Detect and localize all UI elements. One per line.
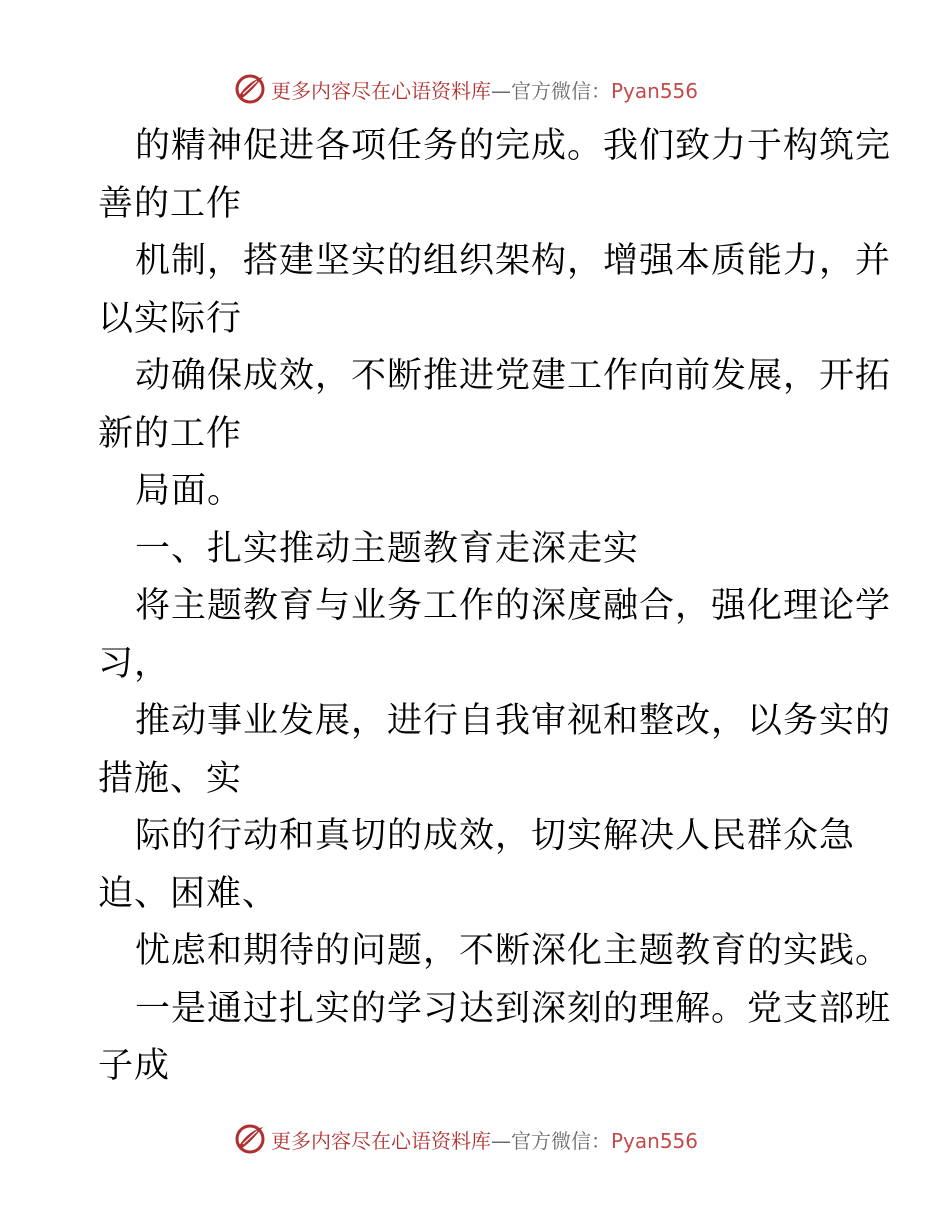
body-line-10: 习，	[98, 643, 171, 684]
body-line-5: 动确保成效，不断推进党建工作向前发展，开拓	[135, 356, 892, 396]
body-line-11: 推动事业发展，进行自我审视和整改，以务实的	[135, 701, 892, 741]
header-banner-text	[271, 75, 698, 104]
document-body	[98, 118, 892, 1096]
header-banner-main: 更多内容尽在心语资料库	[271, 78, 491, 103]
footer-banner-id: Pyan556	[611, 1128, 699, 1153]
body-line-3: 机制，搭建坚实的组织架构，增强本质能力，并	[135, 241, 892, 281]
footer-banner-dash: —	[491, 1128, 511, 1153]
body-line-13: 际的行动和真切的成效，切实解决人民群众急	[135, 816, 856, 856]
header-banner-id: Pyan556	[611, 78, 699, 103]
footer-banner-text	[271, 1125, 698, 1154]
body-line-17: 子成	[98, 1046, 171, 1086]
body-line-6: 新的工作	[98, 413, 243, 454]
body-line-15: 忧虑和期待的问题，不断深化主题教育的实践。	[135, 931, 892, 971]
header-banner-dash: —	[491, 78, 511, 103]
body-line-1: 的精神促进各项任务的完成。我们致力于构筑完	[135, 126, 892, 166]
footer-banner	[233, 1121, 698, 1157]
header-banner-sub: 官方微信：	[511, 78, 611, 103]
body-line-9: 将主题教育与业务工作的深度融合，强化理论学	[135, 586, 892, 626]
body-line-14: 迫、困难、	[98, 873, 279, 914]
feather-pen-logo-icon	[233, 72, 267, 106]
header-banner	[233, 71, 698, 107]
footer-banner-sub: 官方微信：	[511, 1128, 611, 1153]
body-line-4: 以实际行	[98, 298, 243, 339]
footer-banner-main: 更多内容尽在心语资料库	[271, 1128, 491, 1153]
section-heading: 一、扎实推动主题教育走深走实	[135, 528, 640, 569]
feather-pen-logo-icon	[233, 1122, 267, 1156]
body-line-2: 善的工作	[98, 183, 243, 224]
body-line-12: 措施、实	[98, 758, 243, 799]
body-line-7: 局面。	[135, 471, 244, 511]
body-line-16: 一是通过扎实的学习达到深刻的理解。党支部班	[135, 988, 892, 1029]
